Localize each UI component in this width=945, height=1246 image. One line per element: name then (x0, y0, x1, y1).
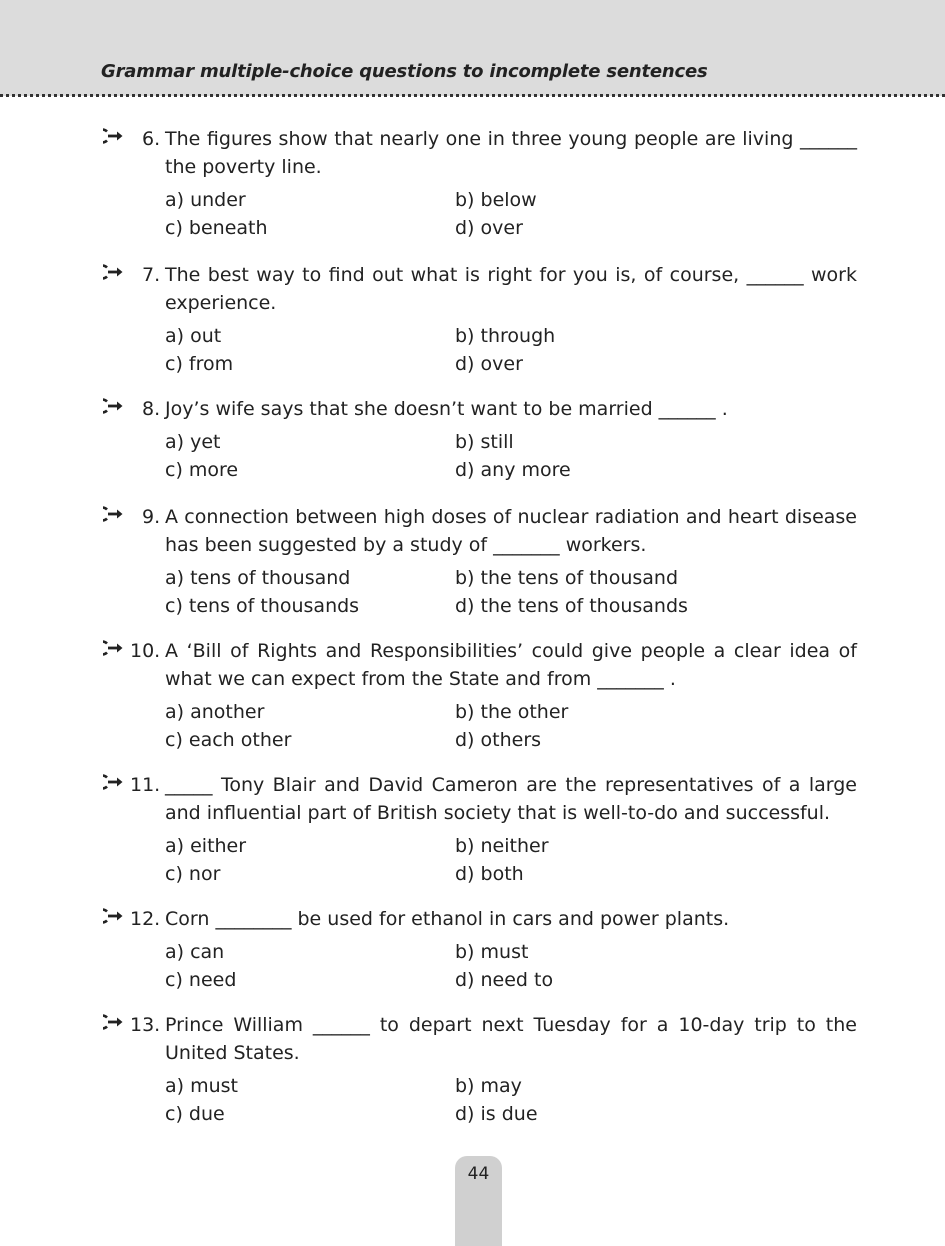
option-b: b) must (455, 941, 529, 963)
question-number: 6. (142, 128, 161, 150)
question-number: 8. (142, 398, 161, 420)
question-text: Prince William ______ to depart next Tuesday for a 10-day trip to the United States. (165, 1014, 857, 1064)
option-a: a) either (165, 835, 247, 857)
question-text: Joy’s wife says that she doesn’t want to be married ______ . (165, 398, 728, 420)
option-d: d) both (455, 863, 524, 885)
question-number: 9. (142, 506, 161, 528)
option-c: c) need (165, 969, 237, 991)
question-number: 10. (130, 640, 161, 662)
option-d: d) over (455, 353, 523, 375)
option-b: b) below (455, 189, 537, 211)
option-c: c) each other (165, 729, 292, 751)
option-c: c) more (165, 459, 239, 481)
option-b: b) neither (455, 835, 549, 857)
question-text: A ‘Bill of Rights and Responsibilities’ could give people a clear idea of what we can expect from the State and from _______ . (165, 640, 857, 690)
option-a: a) yet (165, 431, 221, 453)
question-number: 13. (130, 1014, 161, 1036)
option-d: d) others (455, 729, 542, 751)
question-number: 7. (142, 264, 161, 286)
dotted-divider (0, 94, 945, 97)
page-number: 44 (467, 1164, 490, 1184)
option-d: d) is due (455, 1103, 538, 1125)
question-text: The best way to find out what is right for you is, of course, ______ work experience. (165, 264, 857, 314)
page-header (0, 0, 945, 96)
option-a: a) another (165, 701, 265, 723)
option-b: b) the other (455, 701, 569, 723)
question-text: _____ Tony Blair and David Cameron are the representatives of a large and influential part of British society that is well-to-do and successful. (165, 774, 857, 824)
option-c: c) tens of thousands (165, 595, 360, 617)
circle-arrow-right-icon (103, 397, 125, 415)
option-b: b) may (455, 1075, 522, 1097)
option-b: b) the tens of thousand (455, 567, 679, 589)
option-c: c) due (165, 1103, 225, 1125)
circle-arrow-right-icon (103, 127, 125, 145)
option-c: c) from (165, 353, 234, 375)
question-number: 12. (130, 908, 161, 930)
option-d: d) need to (455, 969, 554, 991)
circle-arrow-right-icon (103, 1013, 125, 1031)
circle-arrow-right-icon (103, 907, 125, 925)
option-d: d) over (455, 217, 523, 239)
option-c: c) beneath (165, 217, 268, 239)
question-text: A connection between high doses of nuclear radiation and heart disease has been suggested by a study of _______ workers. (165, 506, 857, 556)
option-c: c) nor (165, 863, 221, 885)
option-a: a) can (165, 941, 225, 963)
option-b: b) through (455, 325, 556, 347)
option-d: d) any more (455, 459, 571, 481)
circle-arrow-right-icon (103, 639, 125, 657)
circle-arrow-right-icon (103, 263, 125, 281)
question-text: The figures show that nearly one in three young people are living ______ the poverty line. (165, 128, 857, 178)
circle-arrow-right-icon (103, 773, 125, 791)
page-title: Grammar multiple-choice questions to incomplete sentences (101, 61, 708, 82)
question-text: Corn ________ be used for ethanol in cars and power plants. (165, 908, 730, 930)
option-a: a) tens of thousand (165, 567, 351, 589)
option-a: a) out (165, 325, 222, 347)
option-a: a) under (165, 189, 246, 211)
circle-arrow-right-icon (103, 505, 125, 523)
question-number: 11. (130, 774, 161, 796)
option-a: a) must (165, 1075, 238, 1097)
option-d: d) the tens of thousands (455, 595, 688, 617)
option-b: b) still (455, 431, 514, 453)
